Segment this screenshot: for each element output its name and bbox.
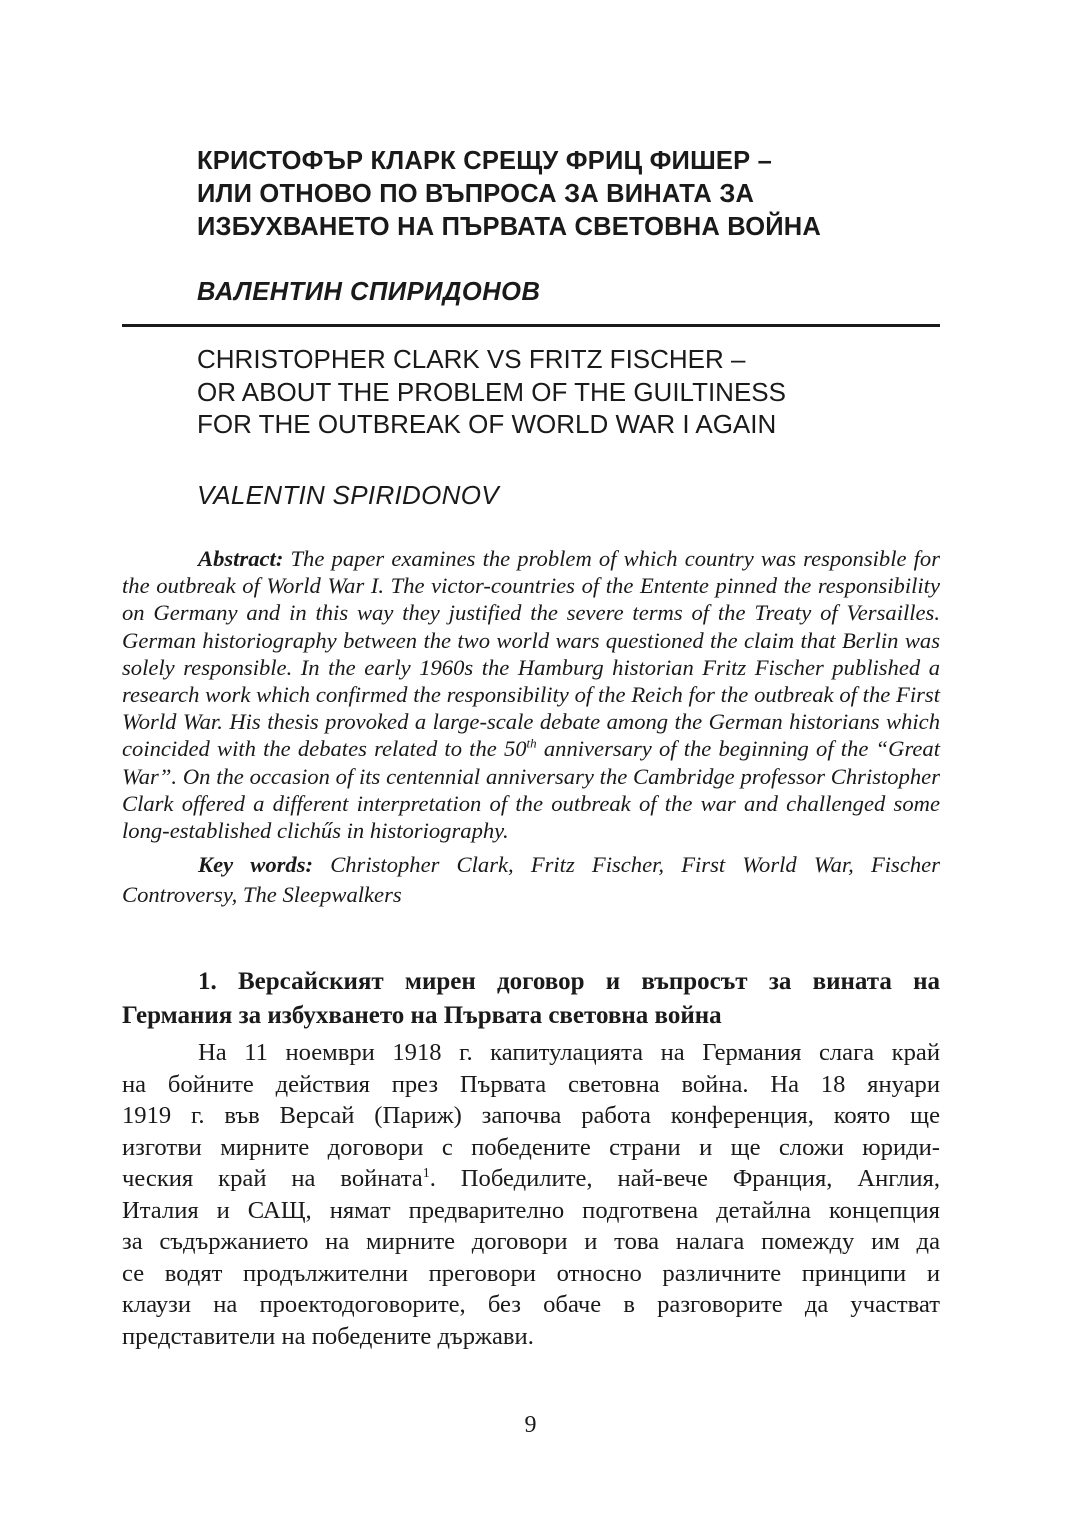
body-line	[122, 1163, 940, 1195]
body-line: се водят продължителни преговори относно различните принципи и	[122, 1259, 940, 1287]
abstract-label: Abstract:	[198, 546, 284, 571]
body-paragraph	[122, 1037, 940, 1352]
keywords-paragraph	[122, 850, 940, 910]
page-number: 9	[524, 1412, 537, 1438]
body-line: представители на победените държави.	[122, 1322, 534, 1350]
abstract-text-part1: The paper examines the problem of which country was responsible for the outbreak of World War I. The victor-countries of the Entente pinned the responsibility on Germany and in this way they justified the severe terms of the Treaty of Versailles. German historiography between the two world wars questioned the claim that Berlin was solely responsible. In the early 1960s the Hamburg historian Fritz Fischer published a research work which confirmed the responsibility of the Reich for the outbreak of the First World War. His thesis provoked a large-scale debate among the German historians which coincided with the debates related to the 50	[122, 546, 940, 762]
body-line: клаузи на проектодоговорите, без обаче в разговорите да участват	[122, 1291, 940, 1318]
abstract-text-part2: anniversary of the beginning of the “Great War”. On the occasion of its centennial anniversary the Cambridge professor Christopher Clark offered a different interpretation of the outbreak of the war and challenged some long-established clichűs in historiography.	[122, 736, 940, 844]
title-bg-line: КРИСТОФЪР КЛАРК СРЕЩУ ФРИЦ ФИШЕР –	[197, 147, 772, 175]
author-bulgarian: ВАЛЕНТИН СПИРИДОНОВ	[197, 278, 541, 306]
body-line: 1919 г. във Версай (Париж) започва работа конференция, която ще	[122, 1102, 940, 1129]
body-line: на бойните действия през Първата световна война. На 18 януари	[122, 1070, 940, 1098]
body-line: изготви мирните договори с победените страни и ще сложи юриди-	[122, 1133, 940, 1161]
title-bg-line: ИЛИ ОТНОВО ПО ВЪПРОСА ЗА ВИНАТА ЗА	[197, 180, 755, 208]
divider-rule	[122, 324, 940, 327]
author-english: VALENTIN SPIRIDONOV	[197, 480, 499, 510]
title-en-line: CHRISTOPHER CLARK VS FRITZ FISCHER –	[197, 344, 746, 374]
footnote-reference[interactable]: 1	[422, 1165, 430, 1181]
keywords-text: Christopher Clark, Fritz Fischer, First World War, Fischer Controversy, The Sleepwalkers	[122, 852, 940, 908]
abstract	[122, 545, 940, 910]
section-heading-line2: Германия за избухването на Първата световна война	[122, 1002, 722, 1029]
section-heading	[122, 965, 940, 1033]
body-line-part: . Победилите, най-вече Франция, Англия,	[429, 1165, 941, 1192]
abstract-superscript: th	[526, 735, 537, 751]
title-bulgarian	[197, 145, 957, 244]
body-line-part: ческия край на войната	[122, 1165, 423, 1192]
keywords-label: Key words:	[198, 852, 314, 878]
abstract-paragraph	[122, 545, 940, 844]
title-english	[197, 343, 957, 441]
body-line: Италия и САЩ, нямат предварително подготвена детайлна концепция	[122, 1196, 940, 1224]
body-line: На 11 ноември 1918 г. капитулацията на Германия слага край	[198, 1039, 940, 1066]
body-line: за съдържанието на мирните договори и това налага помежду им да	[122, 1228, 940, 1255]
title-en-line: OR ABOUT THE PROBLEM OF THE GUILTINESS	[197, 376, 786, 407]
section-heading-line1: 1. Версайският мирен договор и въпросът за вината на	[198, 968, 940, 995]
title-en-line: FOR THE OUTBREAK OF WORLD WAR I AGAIN	[197, 409, 777, 439]
title-bg-line: ИЗБУХВАНЕТО НА ПЪРВАТА СВЕТОВНА ВОЙНА	[197, 213, 822, 241]
